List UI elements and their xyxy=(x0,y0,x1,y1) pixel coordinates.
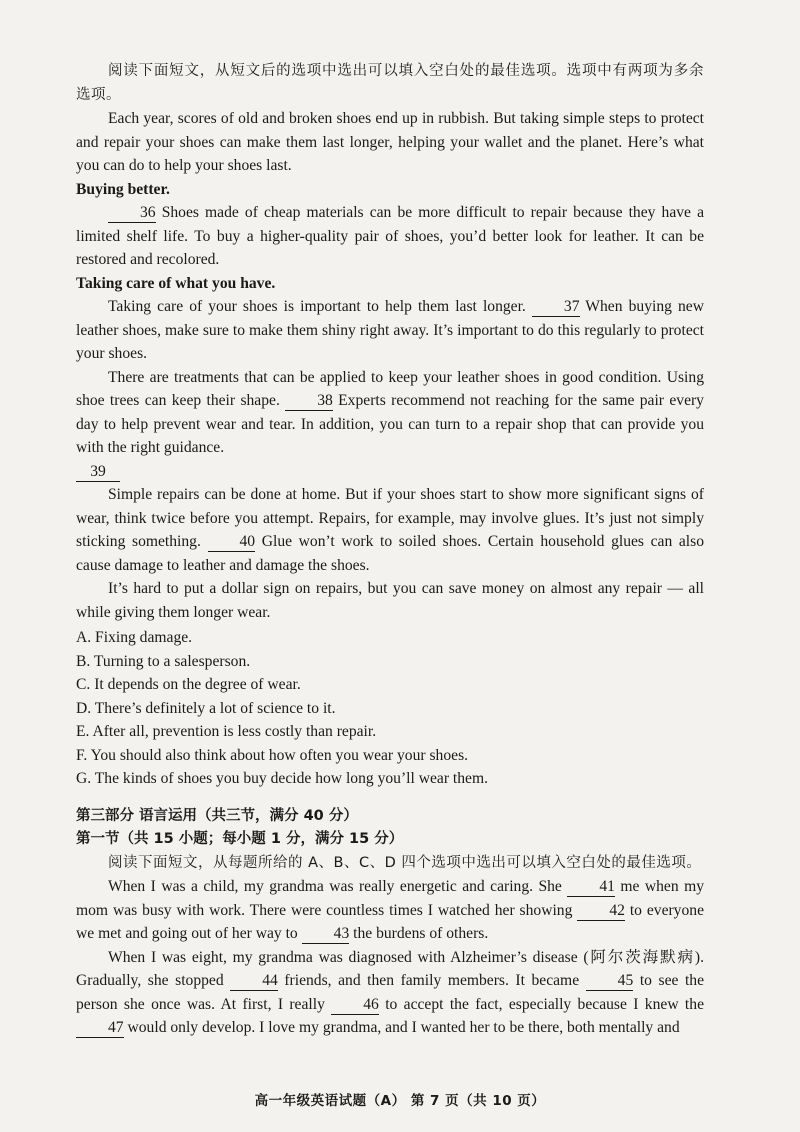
blank-41: 41 xyxy=(567,877,615,897)
part3-title: 第三部分 语言运用（共三节，满分 40 分） xyxy=(76,807,358,824)
option-f: F. You should also think about how often you wear your shoes. xyxy=(76,746,469,764)
passage1-intro: Each year, scores of old and broken shoes end up in rubbish. But taking simple steps to protect and repair your shoes can make them last longer, helping your wallet and the planet. Here’s what you can do to help your shoes last. xyxy=(76,110,704,174)
option-e: E. After all, prevention is less costly than repair. xyxy=(76,723,377,740)
para4-text-a: Simple repairs can be done at home. But if your shoes start to show more significant signs of wear, think twice before you attempt. Repairs, for example, may involve glues. It’s just not simply sticking something. xyxy=(76,486,704,550)
blank-43: 43 xyxy=(302,924,350,944)
option-b: B. Turning to a salesperson. xyxy=(76,652,251,670)
heading-taking-care: Taking care of what you have. xyxy=(76,274,276,292)
blank-47: 47 xyxy=(76,1018,124,1038)
para3-text-b: Experts recommend not reaching for the same pair every day to help prevent wear and tear. In addition, you can turn to a repair shop that can provide you with the right guidance. xyxy=(76,392,704,456)
p1-text-d: the burdens of others. xyxy=(353,925,489,942)
passage1-para1 xyxy=(76,201,704,272)
p2-text-e: would only develop. I love my grandma, and I wanted her to be there, both mentally and xyxy=(127,1019,680,1036)
page-footer: 高一年级英语试题（A） 第 7 页（共 10 页） xyxy=(254,1093,546,1109)
part3-instruction: 阅读下面短文，从每题所给的 A、B、C、D 四个选项中选出可以填入空白处的最佳选项。 xyxy=(108,854,702,871)
para2-text-a: Taking care of your shoes is important to help them last longer. xyxy=(108,298,526,315)
option-d: D. There’s definitely a lot of science to it. xyxy=(76,699,336,717)
blank-39: 39 xyxy=(76,462,120,482)
passage1-para5: It’s hard to put a dollar sign on repairs, but you can save money on almost any repair — all while giving them longer wear. xyxy=(76,580,704,621)
p1-text-c: to everyone we met and going out of her way to xyxy=(76,901,704,942)
passage1-blank39-line xyxy=(76,460,704,484)
p2-text-c: to see the person she once was. At first, I really xyxy=(76,972,705,1013)
blank-45: 45 xyxy=(586,971,634,991)
part3-para2 xyxy=(76,946,704,1040)
para3-text-a: There are treatments that can be applied to keep your leather shoes in good condition. Using shoe trees can keep their shape. xyxy=(76,368,704,409)
section1-title: 第一节（共 15 小题；每小题 1 分，满分 15 分） xyxy=(76,831,404,847)
heading-buying-better: Buying better. xyxy=(76,180,170,198)
passage1-para3 xyxy=(76,366,704,460)
options-list xyxy=(76,626,704,791)
blank-42: 42 xyxy=(577,901,625,921)
p2-text-d: to accept the fact, especially because I knew the xyxy=(385,995,704,1013)
blank-36: 36 xyxy=(108,203,156,223)
p1-text-a: When I was a child, my grandma was really energetic and caring. She xyxy=(108,878,562,895)
option-g: G. The kinds of shoes you buy decide how long you’ll wear them. xyxy=(76,770,489,787)
p1-text-b: me when my mom was busy with work. There were countless times I watched her showing xyxy=(76,878,704,919)
para4-text-b: Glue won’t work to soiled shoes. Certain household glues can also cause damage to leather and damage the shoes. xyxy=(76,533,704,574)
blank-46: 46 xyxy=(331,995,379,1015)
part3-para1 xyxy=(76,875,704,946)
blank-40: 40 xyxy=(208,532,256,552)
passage1-para2 xyxy=(76,295,704,366)
passage1-para4 xyxy=(76,483,704,577)
blank-37: 37 xyxy=(532,297,580,317)
option-c: C. It depends on the degree of wear. xyxy=(76,676,301,693)
option-a: A. Fixing damage. xyxy=(76,629,193,646)
blank-38: 38 xyxy=(285,391,333,411)
para2-text-b: When buying new leather shoes, make sure to make them shiny right away. It’s important to do this regularly to protect your shoes. xyxy=(76,298,704,362)
p2-text-b: friends, and then family members. It became xyxy=(284,972,580,989)
part3-section xyxy=(76,805,704,1040)
p2-text-a: When I was eight, my grandma was diagnosed with Alzheimer’s disease (阿尔茨海默病). Gradually, she stopped xyxy=(76,948,704,989)
para1-text: Shoes made of cheap materials can be more difficult to repair because they have a limited shelf life. To buy a higher-quality pair of shoes, you’d better look for leather. It can be restored and recolored. xyxy=(76,204,704,268)
passage1-instruction: 阅读下面短文，从短文后的选项中选出可以填入空白处的最佳选项。选项中有两项为多余选项。 xyxy=(76,63,704,103)
blank-44: 44 xyxy=(230,971,278,991)
